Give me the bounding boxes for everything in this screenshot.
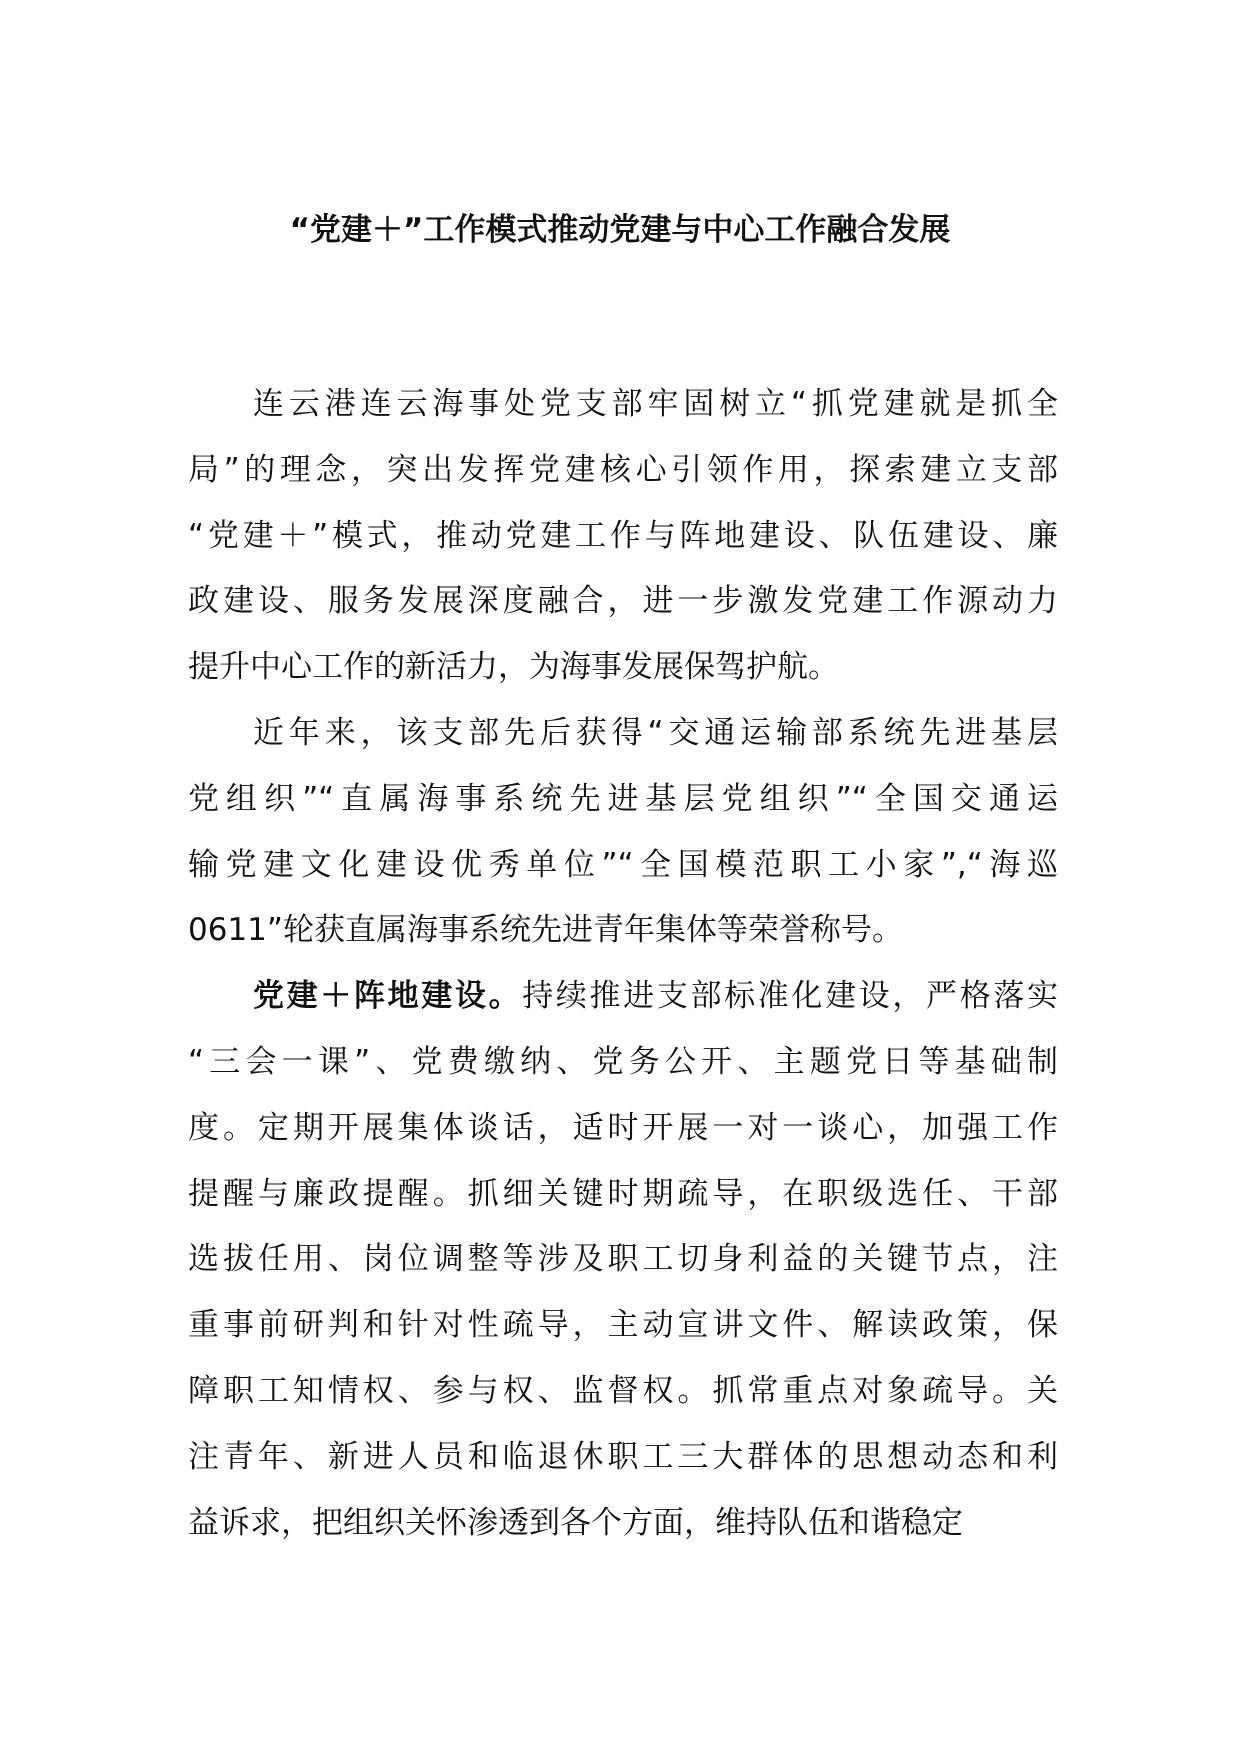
text-line: 注青年、新进人员和临退休职工三大群体的思想动态和利 <box>188 1438 1058 1475</box>
paragraph-position-building <box>188 964 1058 1556</box>
text-line <box>188 964 1058 1030</box>
text-line: “党建＋”模式，推动党建工作与阵地建设、队伍建设、廉 <box>188 517 1058 554</box>
text-line: 提醒与廉政提醒。抓细关键时期疏导，在职级选任、干部 <box>188 1175 1058 1212</box>
section-lead: 党建＋阵地建设。 <box>253 978 523 1015</box>
text-line: 提升中心工作的新活力，为海事发展保驾护航。 <box>188 649 839 686</box>
text-line: 0611”轮获直属海事系统先进青年集体等荣誉称号。 <box>188 912 903 949</box>
text-line: 益诉求，把组织关怀渗透到各个方面，维持队伍和谐稳定 <box>188 1504 963 1541</box>
text-line: 度。定期开展集体谈话，适时开展一对一谈心，加强工作 <box>188 1109 1058 1146</box>
text-line: 党组织”“直属海事系统先进基层党组织”“全国交通运 <box>188 780 1058 817</box>
text-line: 重事前研判和针对性疏导，主动宣讲文件、解读政策，保 <box>188 1307 1058 1344</box>
text-line: 障职工知情权、参与权、监督权。抓常重点对象疏导。关 <box>188 1372 1058 1409</box>
document-body <box>188 372 1058 1556</box>
paragraph-honors <box>188 701 1058 964</box>
text-line: 输党建文化建设优秀单位”“全国模范职工小家”,“海巡 <box>188 846 1058 883</box>
paragraph-intro <box>188 372 1058 701</box>
section-lead-rest: 持续推进支部标准化建设，严格落实 <box>522 978 1058 1015</box>
document-title: “党建＋”工作模式推动党建与中心工作融合发展 <box>289 212 951 248</box>
text-line: 政建设、服务发展深度融合，进一步激发党建工作源动力 <box>188 583 1058 620</box>
text-line: “三会一课”、党费缴纳、党务公开、主题党日等基础制 <box>188 1043 1058 1080</box>
text-line: 连云港连云海事处党支部牢固树立“抓党建就是抓全 <box>253 386 1058 422</box>
text-line: 近年来，该支部先后获得“交通运输部系统先进基层 <box>253 714 1058 751</box>
text-line: 选拔任用、岗位调整等涉及职工切身利益的关键节点，注 <box>188 1241 1058 1278</box>
text-line: 局”的理念，突出发挥党建核心引领作用，探索建立支部 <box>188 451 1058 488</box>
